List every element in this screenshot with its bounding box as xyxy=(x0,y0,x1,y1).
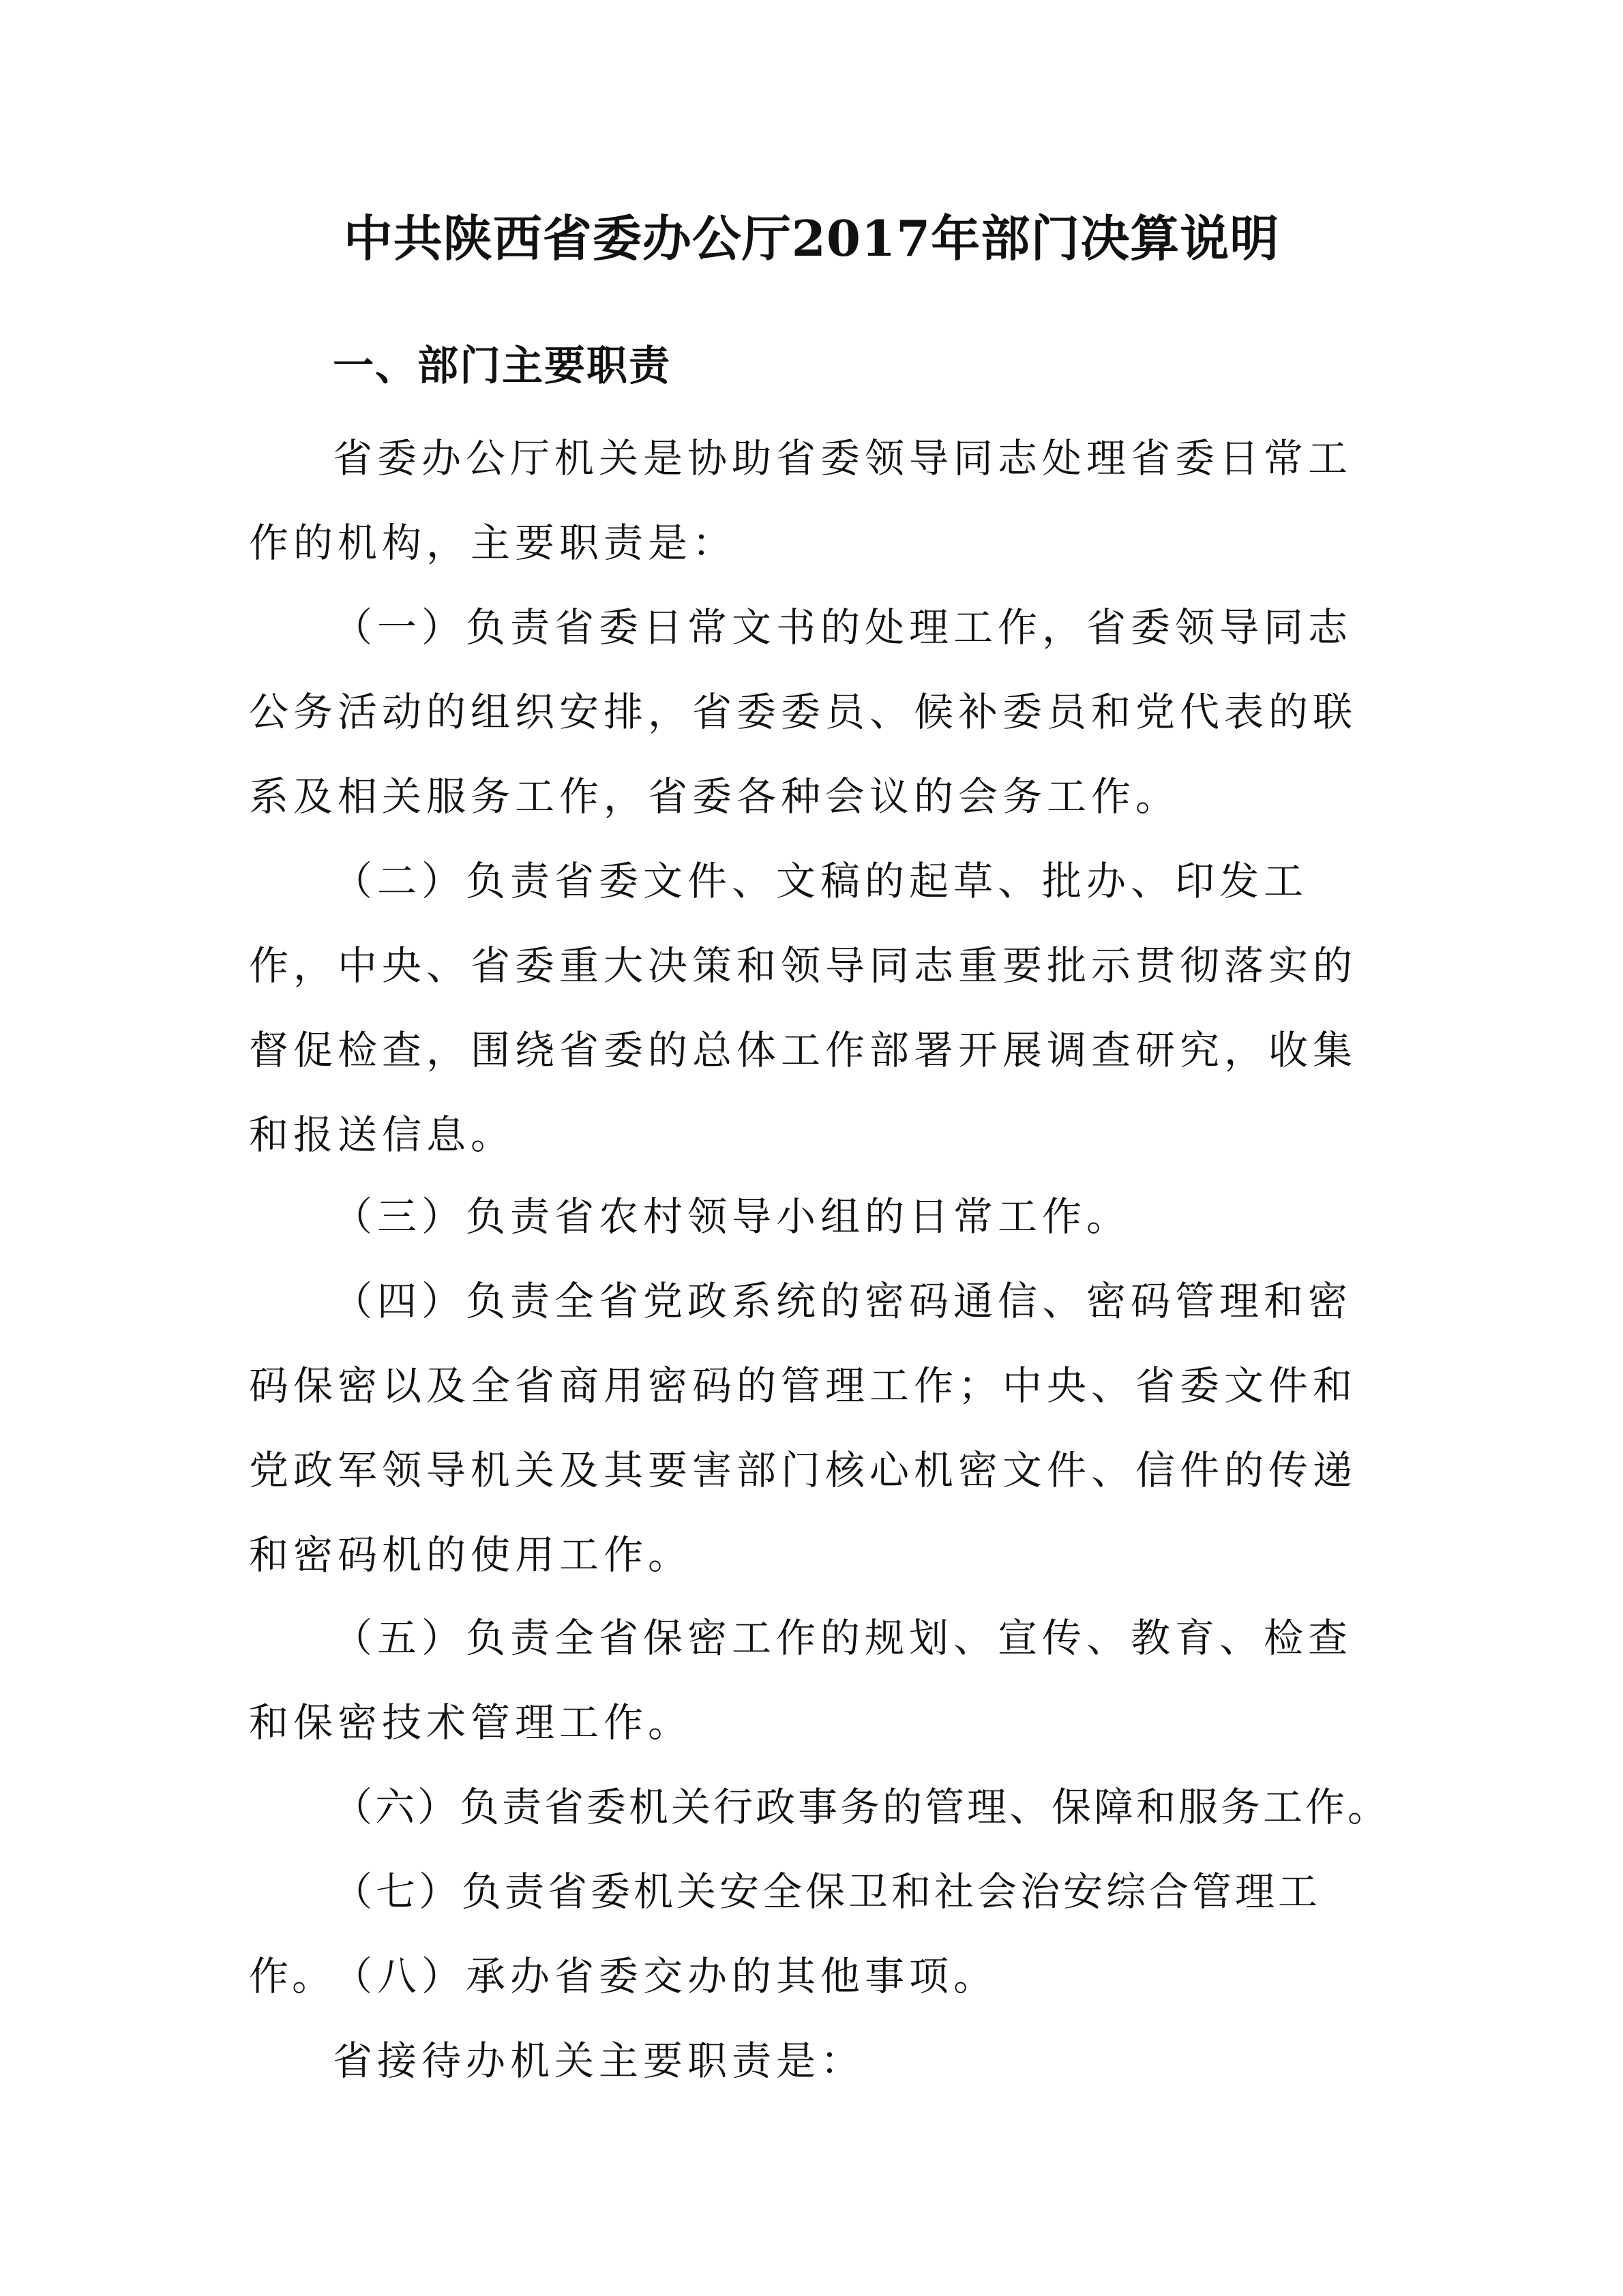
paragraph-duty-6: （六）负责省委机关行政事务的管理、保障和服务工作。 xyxy=(333,1784,1390,1830)
paragraph-intro: 省委办公厅机关是协助省委领导同志处理省委日常工作的机构，主要职责是： xyxy=(249,435,1353,566)
paragraph-duty-5: （五）负责全省保密工作的规划、宣传、教育、检查和保密技术管理工作。 xyxy=(249,1615,1353,1746)
document-title: 中共陕西省委办公厅2017年部门决算说明 xyxy=(343,209,1280,267)
paragraph-duty-4: （四）负责全省党政系统的密码通信、密码管理和密码保密以及全省商用密码的管理工作；中央、省委文件和党政军领导机关及其要害部门核心机密文件、信件的传递和密码机的使用工作。 xyxy=(249,1278,1358,1578)
paragraph-duty-8: （八）承办省委交办的其他事项。 xyxy=(333,1953,998,1999)
paragraph-reception-intro: 省接待办机关主要职责是： xyxy=(333,2038,865,2084)
paragraph-duty-7: （七）负责省委机关安全保卫和社会治安综合管理工作。 xyxy=(249,1868,1322,1999)
section-heading: 一、部门主要职责 xyxy=(333,342,671,390)
paragraph-duty-1: （一）负责省委日常文书的处理工作，省委领导同志公务活动的组织安排，省委委员、候补委员和党代表的联系及相关服务工作，省委各种会议的会务工作。 xyxy=(249,604,1358,820)
paragraph-duty-3: （三）负责省农村领导小组的日常工作。 xyxy=(333,1193,1131,1240)
paragraph-duty-2: （二）负责省委文件、文稿的起草、批办、印发工作，中央、省委重大决策和领导同志重要批示贯彻落实的督促检查，围绕省委的总体工作部署开展调查研究，收集和报送信息。 xyxy=(249,858,1358,1158)
